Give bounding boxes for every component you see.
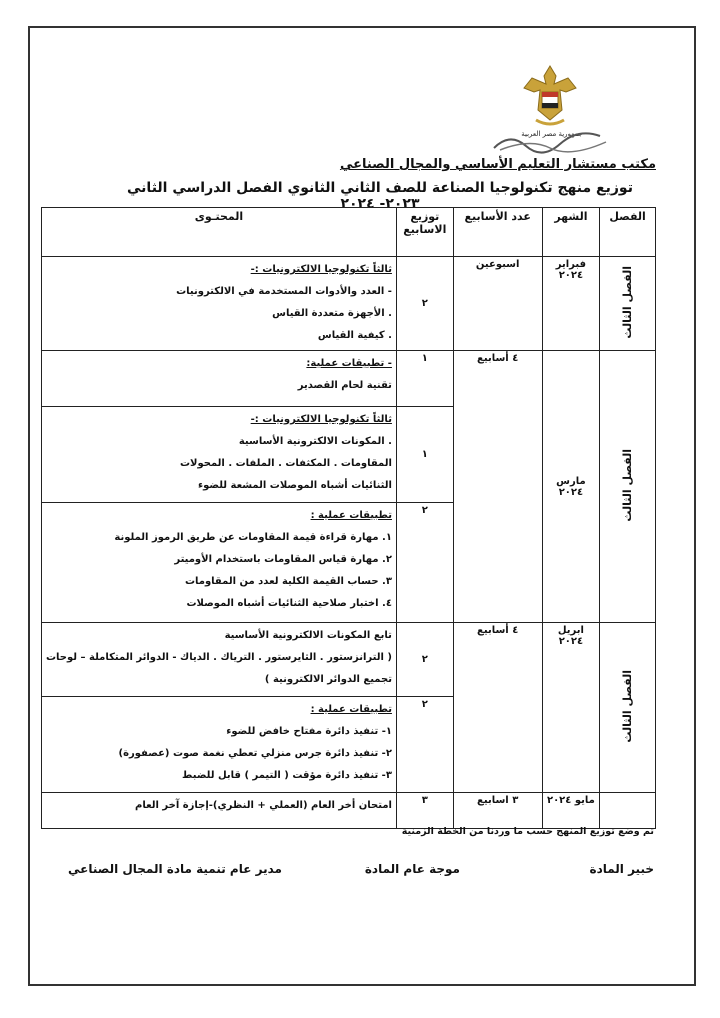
weeks-cell: ٤ أسابيع	[453, 623, 542, 793]
term-cell	[600, 351, 656, 623]
content-line: تقنية لحام القصدير	[297, 380, 392, 391]
content-line: ١. مهارة قراءة قيمة المقاومات عن طريق الرموز الملونة	[114, 532, 392, 543]
dist-cell: ١	[396, 351, 453, 407]
content-line: ثالثاً تكنولوجيا الالكترونيات :-	[250, 414, 392, 425]
dist-cell: ٣	[396, 793, 453, 829]
page-title: توزيع منهج تكنولوجيا الصناعة للصف الثاني الثانوي الفصل الدراسي الثاني ٢٠٢٣- ٢٠٢٤	[127, 180, 633, 212]
weeks-cell: اسبوعين	[453, 257, 542, 351]
header-content: المحتـوى	[42, 208, 397, 257]
content-cell	[42, 257, 397, 351]
content-line: تابع المكونات الالكترونية الأساسية	[224, 630, 392, 641]
table-row	[42, 623, 656, 697]
content-line: تطبيقات عملية :	[310, 704, 392, 715]
ministry-logo	[490, 128, 610, 154]
table-header-row	[42, 208, 656, 257]
content-line: الثنائيات أشباه الموصلات المشعة للضوء	[197, 480, 392, 491]
content-line: - تطبيقات عملية:	[306, 358, 392, 369]
content-line: ١- تنفيذ دائرة مفتاح خافض للضوء	[226, 726, 392, 737]
header-term: الفصل	[600, 208, 656, 257]
curriculum-table	[41, 207, 656, 829]
content-line: تطبيقات عملية :	[310, 510, 392, 521]
content-line: . كيفية القياس	[317, 330, 392, 341]
content-line: . المكونات الالكترونية الأساسية	[238, 436, 392, 447]
month-cell: مارس ٢٠٢٤	[542, 351, 599, 623]
content-line: ٣- تنفيذ دائرة مؤقت ( التيمر ) قابل للضبط	[182, 770, 392, 781]
signature-expert: خبير المادة	[589, 862, 654, 876]
signature-director: مدير عام تنمية مادة المجال الصناعي	[68, 862, 282, 876]
content-line: ٣. حساب القيمة الكلية لعدد من المقاومات	[184, 576, 392, 587]
weeks-cell: ٣ اسابيع	[453, 793, 542, 829]
term-label: الفصل الثالث	[621, 265, 635, 339]
month-cell: مايو ٢٠٢٤	[542, 793, 599, 829]
term-cell	[600, 793, 656, 829]
emblem-caption: جمهورية مصر العربية	[521, 130, 583, 138]
month-cell: ابريل ٢٠٢٤	[542, 623, 599, 793]
egypt-eagle-emblem-icon	[520, 62, 580, 132]
content-cell	[42, 351, 397, 407]
term-cell	[600, 623, 656, 793]
content-line: تجميع الدوائر الالكترونية )	[264, 674, 392, 685]
dist-cell: ٢	[396, 623, 453, 697]
content-cell	[42, 407, 397, 503]
footnote: تم وضع توزيع المنهج حسب ما وردنا من الخطة الزمنية	[401, 826, 654, 837]
content-line: ( الترانزستور . الثايرستور . الترياك . الدياك - الدوائر المتكاملة – لوحات	[46, 652, 392, 663]
table-row	[42, 257, 656, 351]
term-label: الفصل الثالث	[621, 669, 635, 743]
dist-cell: ٢	[396, 503, 453, 623]
table-row	[42, 351, 656, 407]
dist-cell: ١	[396, 407, 453, 503]
header-month: الشهر	[542, 208, 599, 257]
content-cell	[42, 503, 397, 623]
content-line: . الأجهزة متعددة القياس	[272, 308, 392, 319]
office-heading: مكتب مستشار التعليم الأساسي والمجال الصناعي	[339, 157, 656, 172]
content-line: ثالثاً تكنولوجيا الالكترونيات :-	[250, 264, 392, 275]
month-cell: فبراير ٢٠٢٤	[542, 257, 599, 351]
weeks-cell: ٤ أسابيع	[453, 351, 542, 623]
term-cell	[600, 257, 656, 351]
table-row	[42, 793, 656, 829]
header-weeks: عدد الأسابيع	[453, 208, 542, 257]
signature-supervisor: موجة عام المادة	[364, 862, 460, 876]
dist-cell: ٢	[396, 697, 453, 793]
content-line: المقاومات . المكثفات . الملفات . المحولات	[180, 458, 392, 469]
header-distribution: توزيع الاسابيع	[396, 208, 453, 257]
dist-cell: ٢	[396, 257, 453, 351]
content-line: - العدد والأدوات المستخدمة في الالكترونيات	[176, 286, 392, 297]
content-line: ٢. مهارة قياس المقاومات باستخدام الأوميتر	[174, 554, 392, 565]
content-cell	[42, 697, 397, 793]
content-cell	[42, 623, 397, 697]
content-line: امتحان أخر العام (العملي + النظري)-إجازة آخر العام	[135, 800, 392, 811]
content-line: ٤. اختبار صلاحية الثنائيات أشباه الموصلات	[186, 598, 392, 609]
term-label: الفصل الثالث	[621, 448, 635, 522]
content-line: ٢- تنفيذ دائرة جرس منزلي تعطي نغمة صوت (عصفورة)	[118, 748, 392, 759]
content-cell	[42, 793, 397, 829]
